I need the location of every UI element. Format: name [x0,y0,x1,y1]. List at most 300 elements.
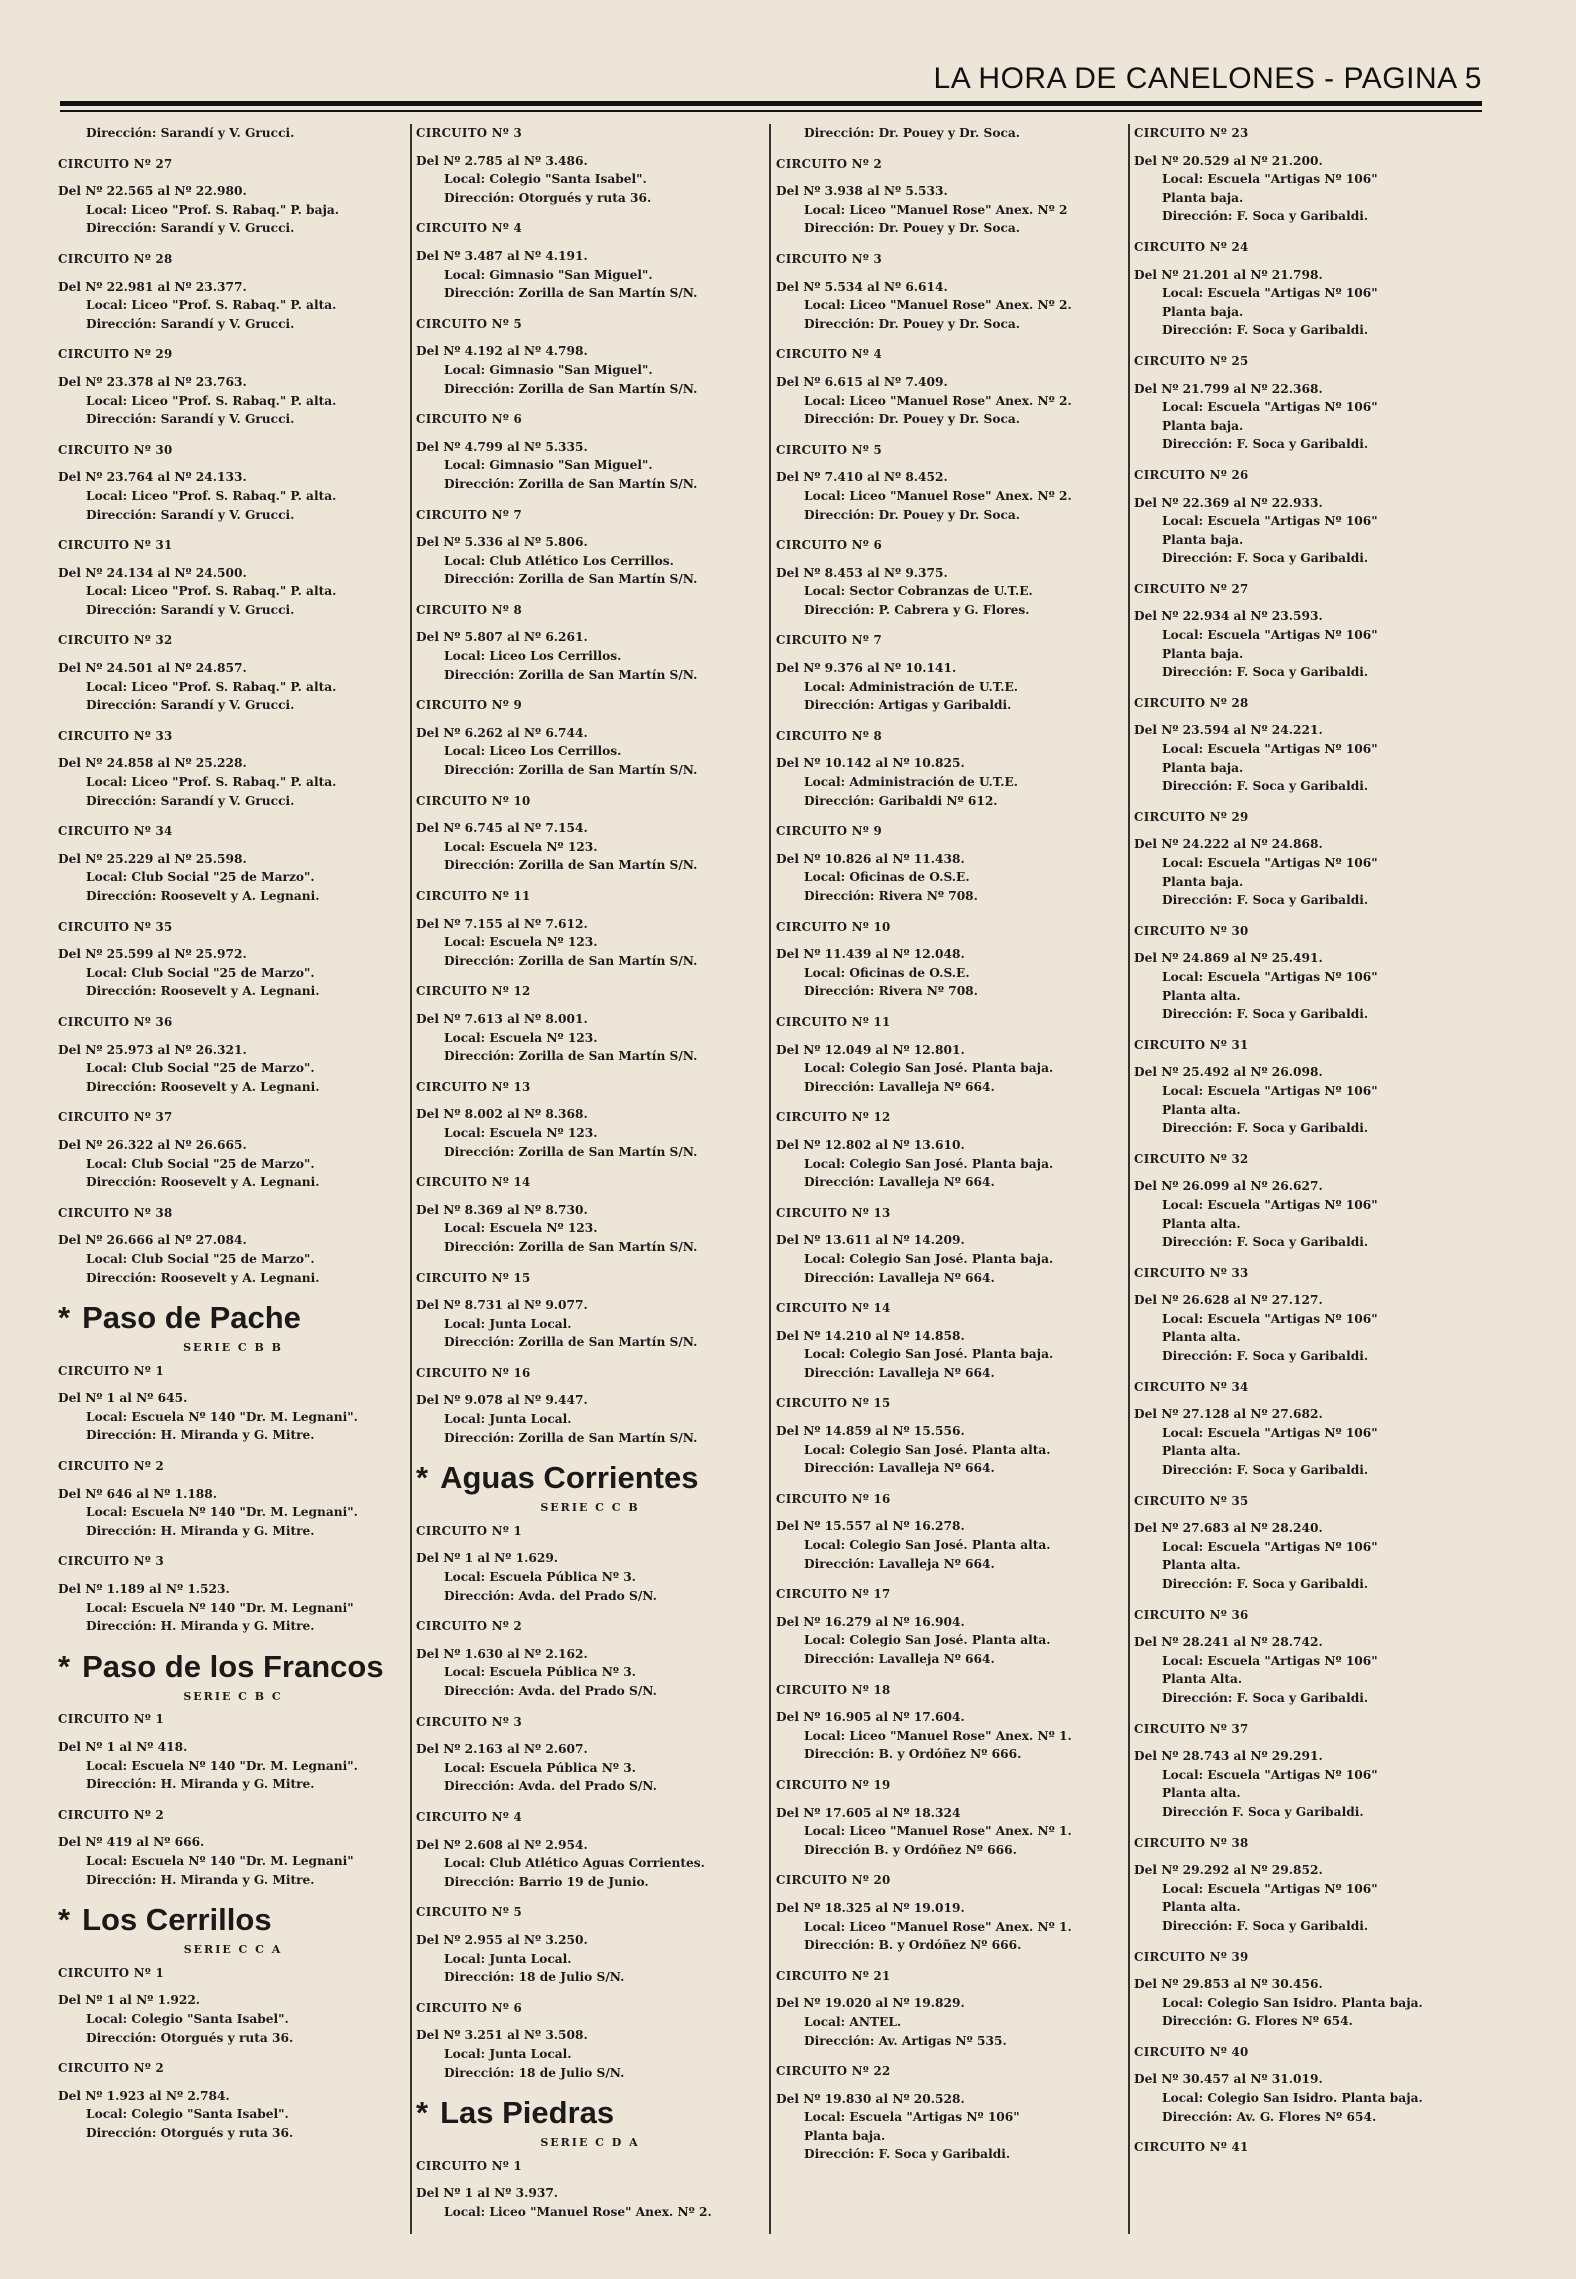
circuit-detail-line: Dirección: F. Soca y Garibaldi. [1162,323,1369,338]
circuit-detail-line: Local: Escuela Nº 123. [444,935,598,950]
circuit-detail-line: Dirección: F. Soca y Garibaldi. [1162,1121,1369,1136]
circuit-detail-line: Local: Colegio "Santa Isabel". [444,172,647,187]
circuit-number: CIRCUITO Nº 20 [776,1873,891,1888]
voter-range: Del Nº 1.189 al Nº 1.523. [58,1582,230,1597]
voter-range: Del Nº 10.142 al Nº 10.825. [776,756,965,771]
voter-range: Del Nº 25.229 al Nº 25.598. [58,851,247,866]
locality-section [58,1301,408,1358]
circuit-number: CIRCUITO Nº 1 [416,2158,522,2173]
circuit-detail-line: Planta baja. [1162,418,1244,433]
voter-range: Del Nº 18.325 al Nº 19.019. [776,1900,965,1915]
voter-range: Del Nº 21.201 al Nº 21.798. [1134,267,1323,282]
circuit-detail-line: Local: Escuela Nº 140 "Dr. M. Legnani" [86,1853,354,1868]
asterisk-marker: * [416,2095,429,2131]
circuit-detail-line: Local: Escuela "Artigas Nº 106" [1162,1197,1378,1212]
voter-range: Del Nº 1.630 al Nº 2.162. [416,1646,588,1661]
circuit-detail-line: Local: Colegio San José. Planta alta. [804,1538,1051,1553]
circuit-detail-line: Dirección: Zorilla de San Martín S/N. [444,381,698,396]
circuit-detail-line: Local: Escuela "Artigas Nº 106" [1162,1083,1378,1098]
circuit-entry [416,1808,764,1891]
circuit-number: CIRCUITO Nº 35 [58,919,173,934]
circuit-detail-line: Dirección: Zorilla de San Martín S/N. [444,858,698,873]
circuit-detail-line: Local: Liceo "Prof. S. Rabaq." P. alta. [86,488,337,503]
circuit-detail-line: Dirección: Barrio 19 de Junio. [444,1874,649,1889]
circuit-entry [776,1394,1128,1477]
circuit-detail-line: Dirección: Avda. del Prado S/N. [444,1779,657,1794]
circuit-detail-line: Dirección: 18 de Julio S/N. [444,2065,625,2080]
circuit-entry [776,250,1128,333]
circuit-entry [416,410,764,493]
circuit-detail-line: Planta baja. [1162,874,1244,889]
voter-range: Del Nº 21.799 al Nº 22.368. [1134,381,1323,396]
locality-name: Los Cerrillos [82,1902,272,1938]
circuit-detail-line: Dirección: B. y Ordóñez Nº 666. [804,1938,1022,1953]
voter-range: Del Nº 4.799 al Nº 5.335. [416,439,588,454]
circuit-detail-line: Dirección: Dr. Pouey y Dr. Soca. [804,507,1021,522]
voter-range: Del Nº 22.934 al Nº 23.593. [1134,609,1323,624]
circuit-detail-line: Dirección: H. Miranda y G. Mitre. [86,1619,315,1634]
circuit-detail-line: Local: Liceo "Prof. S. Rabaq." P. alta. [86,584,337,599]
circuit-detail-line: Local: Escuela "Artigas Nº 106" [1162,856,1378,870]
asterisk-marker: * [58,1300,71,1336]
circuit-number: CIRCUITO Nº 2 [776,156,882,171]
circuit-detail-line: Local: Liceo "Manuel Rose" Anex. Nº 2. [804,488,1072,503]
voter-range: Del Nº 12.049 al Nº 12.801. [776,1042,965,1057]
circuit-detail-line: Dirección: F. Soca y Garibaldi. [1162,665,1369,680]
voter-range: Del Nº 19.830 al Nº 20.528. [776,2091,965,2106]
circuit-detail-line: Dirección: Dr. Pouey y Dr. Soca. [804,221,1021,236]
locality-section [58,1650,408,1707]
circuit-number: CIRCUITO Nº 17 [776,1587,891,1602]
voter-range: Del Nº 3.938 al Nº 5.533. [776,184,948,199]
circuit-entry [416,792,764,875]
circuit-number: CIRCUITO Nº 27 [58,156,173,171]
circuit-detail-line: Dirección: Zorilla de San Martín S/N. [444,1335,698,1350]
circuit-number: CIRCUITO Nº 7 [416,507,522,522]
voter-range: Del Nº 1 al Nº 1.629. [416,1551,559,1566]
page-header-title: LA HORA DE CANELONES - PAGINA 5 [933,62,1482,95]
circuit-number: CIRCUITO Nº 31 [58,538,173,553]
circuit-detail-line: Local: Escuela "Artigas Nº 106" [1162,969,1378,984]
circuit-detail-line: Dirección: Rivera Nº 708. [804,889,978,903]
circuit-detail-line: Dirección: Lavalleja Nº 664. [804,1079,995,1094]
voter-range: Del Nº 22.565 al Nº 22.980. [58,184,247,199]
circuit-detail-line: Dirección: Sarandí y V. Grucci. [86,221,295,236]
circuit-detail-line: Local: Club Social "25 de Marzo". [86,965,315,980]
circuit-entry [58,1204,408,1287]
circuit-detail-line: Dirección: Zorilla de San Martín S/N. [444,1430,698,1445]
circuit-detail-line: Local: Liceo "Manuel Rose" Anex. Nº 1. [804,1919,1072,1934]
voter-range: Del Nº 23.378 al Nº 23.763. [58,374,247,389]
circuit-number: CIRCUITO Nº 32 [58,633,173,648]
serie-label: SERIE C D A [540,2136,640,2150]
circuit-detail-line: Dirección: F. Soca y Garibaldi. [1162,1918,1369,1933]
circuit-entry [58,631,408,714]
circuit-entry [1134,124,1479,226]
circuit-detail-line: Local: Liceo "Manuel Rose" Anex. Nº 2. [444,2204,712,2219]
voter-range: Del Nº 2.608 al Nº 2.954. [416,1837,588,1852]
circuit-number: CIRCUITO Nº 30 [58,442,173,457]
asterisk-marker: * [58,1902,71,1938]
circuit-detail-line: Dirección: B. y Ordóñez Nº 666. [804,1747,1022,1762]
circuit-detail-line: Local: Escuela "Artigas Nº 106" [1162,1653,1378,1668]
circuit-entry [416,124,764,207]
circuit-entry [416,1713,764,1796]
circuit-detail-line: Dirección: Avda. del Prado S/N. [444,1684,657,1698]
circuit-detail-line: Dirección: Otorgués y ruta 36. [86,2125,294,2140]
circuit-detail-line: Local: Administración de U.T.E. [804,775,1019,790]
voter-range: Del Nº 23.764 al Nº 24.133. [58,470,247,485]
circuit-number: CIRCUITO Nº 6 [416,2000,522,2015]
circuit-detail-line: Local: Liceo Los Cerrillos. [444,744,622,759]
voter-range: Del Nº 14.859 al Nº 15.556. [776,1424,965,1439]
circuit-number: CIRCUITO Nº 25 [1134,353,1249,368]
circuit-detail-line: Planta baja. [1162,532,1244,547]
circuit-detail-line: Local: Escuela "Artigas Nº 106" [1162,286,1378,301]
circuit-number: CIRCUITO Nº 11 [776,1014,891,1029]
locality-heading [58,1650,408,1684]
circuit-detail-line: Dirección: Av. G. Flores Nº 654. [1162,2109,1377,2124]
circuit-number: CIRCUITO Nº 34 [1134,1379,1249,1394]
circuit-entry [776,345,1128,428]
circuit-detail-line: Planta alta. [1162,1786,1241,1801]
column-divider [1128,124,1130,2234]
circuit-entry [416,887,764,970]
circuit-detail-line: Dirección: Lavalleja Nº 664. [804,1270,995,1285]
circuit-detail-line: Dirección: F. Soca y Garibaldi. [1162,779,1369,794]
circuit-detail-line: Dirección: Dr. Pouey y Dr. Soca. [804,412,1021,427]
circuit-number: CIRCUITO Nº 3 [58,1554,164,1569]
circuit-detail-line: Dirección: F. Soca y Garibaldi. [1162,1235,1369,1250]
voter-range: Del Nº 16.279 al Nº 16.904. [776,1614,965,1629]
circuit-detail-line: Local: Gimnasio "San Miguel". [444,362,653,377]
circuit-number: CIRCUITO Nº 40 [1134,2044,1249,2059]
locality-name: Aguas Corrientes [440,1460,699,1496]
voter-range: Del Nº 17.605 al Nº 18.324 [776,1805,961,1820]
circuit-number: CIRCUITO Nº 13 [776,1205,891,1220]
circuit-detail-line: Local: Liceo "Prof. S. Rabaq." P. baja. [86,202,340,217]
circuit-number: CIRCUITO Nº 23 [1134,126,1249,140]
circuit-number: CIRCUITO Nº 9 [776,824,882,839]
circuit-detail-line: Dirección: H. Miranda y G. Mitre. [86,1777,315,1792]
circuit-detail-line: Planta alta. [1162,1900,1241,1915]
circuit-entry [776,1013,1128,1096]
header-rule-thin [60,110,1482,112]
circuit-number: CIRCUITO Nº 2 [58,1459,164,1474]
circuit-entry [1134,238,1479,340]
circuit-entry [58,1806,408,1889]
circuit-number: CIRCUITO Nº 24 [1134,239,1249,254]
circuit-entry [776,155,1128,238]
voter-range: Del Nº 1 al Nº 645. [58,1391,188,1406]
voter-range: Del Nº 29.292 al Nº 29.852. [1134,1863,1323,1878]
circuit-detail-line: Dirección: Sarandí y V. Grucci. [86,602,295,617]
serie-label: SERIE C C A [183,1943,283,1957]
circuit-detail-line: Dirección: Lavalleja Nº 664. [804,1175,995,1190]
circuit-entry [58,1964,408,2047]
circuit-detail-line: Local: Escuela Nº 123. [444,1221,598,1236]
locality-section [416,2096,764,2153]
circuit-number: CIRCUITO Nº 1 [416,1523,522,1538]
circuit-detail-line: Dirección: Lavalleja Nº 664. [804,1556,995,1571]
voter-range: Del Nº 14.210 al Nº 14.858. [776,1328,965,1343]
circuit-entry [58,1013,408,1096]
circuit-entry [58,155,408,238]
circuit-detail-line: Dirección: 18 de Julio S/N. [444,1970,625,1985]
circuit-detail-line: Dirección: F. Soca y Garibaldi. [1162,437,1369,452]
voter-range: Del Nº 8.369 al Nº 8.730. [416,1202,588,1217]
circuit-detail-line: Local: Liceo "Manuel Rose" Anex. Nº 1. [804,1824,1072,1839]
circuit-entry [776,1681,1128,1764]
circuit-detail-line: Dirección: Dr. Pouey y Dr. Soca. [804,316,1021,331]
circuit-entry [776,822,1128,905]
voter-range: Del Nº 10.826 al Nº 11.438. [776,851,965,866]
voter-range: Del Nº 25.599 al Nº 25.972. [58,947,247,962]
voter-range: Del Nº 24.858 al Nº 25.228. [58,756,247,771]
circuit-detail-line: Local: Liceo "Prof. S. Rabaq." P. alta. [86,679,337,694]
circuit-number: CIRCUITO Nº 31 [1134,1037,1249,1052]
circuit-number: CIRCUITO Nº 39 [1134,1949,1249,1964]
voter-range: Del Nº 7.613 al Nº 8.001. [416,1011,588,1026]
voter-range: Del Nº 7.410 al Nº 8.452. [776,470,948,485]
circuit-number: CIRCUITO Nº 37 [58,1110,173,1125]
column-divider [769,124,771,2234]
circuit-number: CIRCUITO Nº 19 [776,1777,891,1792]
circuit-detail-line: Dirección: Lavalleja Nº 664. [804,1461,995,1476]
circuit-detail-line: Local: Escuela Pública Nº 3. [444,1570,636,1585]
circuit-number: CIRCUITO Nº 1 [58,1965,164,1980]
circuit-entry [58,536,408,619]
circuit-entry [58,1457,408,1540]
circuit-detail-line: Planta baja. [1162,304,1244,319]
circuit-detail-line: Dirección: Rivera Nº 708. [804,984,978,999]
voter-range: Del Nº 13.611 al Nº 14.209. [776,1233,965,1248]
circuit-detail-line: Dirección: F. Soca y Garibaldi. [1162,1007,1369,1022]
voter-range: Del Nº 16.905 al Nº 17.604. [776,1710,965,1725]
circuit-detail-line: Local: Escuela "Artigas Nº 106" [1162,628,1378,643]
circuit-entry [776,536,1128,619]
voter-range: Del Nº 25.492 al Nº 26.098. [1134,1065,1323,1080]
circuit-detail-line: Local: Junta Local. [444,1412,572,1427]
voter-range: Del Nº 22.981 al Nº 23.377. [58,279,247,294]
voter-range: Del Nº 24.869 al Nº 25.491. [1134,951,1323,966]
circuit-entry [776,727,1128,810]
voter-range: Del Nº 3.487 al Nº 4.191. [416,248,588,263]
circuit-detail-line: Local: Club Social "25 de Marzo". [86,1156,315,1171]
circuit-number: CIRCUITO Nº 14 [776,1301,891,1316]
voter-range: Del Nº 419 al Nº 666. [58,1835,205,1850]
circuit-detail-line: Local: Colegio San Isidro. Planta baja. [1162,1995,1423,2010]
circuit-entry [1134,1150,1479,1252]
circuit-detail-line: Local: Colegio San José. Planta alta. [804,1633,1051,1648]
circuit-entry [776,1490,1128,1573]
circuit-detail-line: Local: Liceo "Prof. S. Rabaq." P. alta. [86,775,337,790]
voter-range: Del Nº 7.155 al Nº 7.612. [416,916,588,931]
circuit-detail-line: Local: Liceo Los Cerrillos. [444,649,622,664]
circuit-detail-line: Planta baja. [1162,760,1244,775]
circuit-entry [776,1871,1128,1954]
circuit-detail-line: Local: Club Social "25 de Marzo". [86,870,315,885]
circuit-number: CIRCUITO Nº 16 [416,1365,531,1380]
circuit-detail-line: Local: Escuela Nº 123. [444,1125,598,1140]
locality-heading [416,1461,764,1495]
circuit-entry [416,696,764,779]
circuit-number: CIRCUITO Nº 33 [1134,1265,1249,1280]
circuit-number: CIRCUITO Nº 38 [58,1205,173,1220]
circuit-detail-line: Planta baja. [1162,190,1244,205]
circuit-number: CIRCUITO Nº 8 [416,602,522,617]
circuit-number: CIRCUITO Nº 12 [416,984,531,999]
voter-range: Del Nº 29.853 al Nº 30.456. [1134,1977,1323,1992]
circuit-detail-line: Dirección: Roosevelt y A. Legnani. [86,889,320,903]
circuit-detail-line: Dirección: Zorilla de San Martín S/N. [444,953,698,968]
circuit-detail-line: Dirección: F. Soca y Garibaldi. [804,2147,1011,2162]
circuit-detail-line: Local: Escuela Pública Nº 3. [444,1760,636,1775]
column-2 [416,124,764,2244]
circuit-detail-line: Planta alta. [1162,1330,1241,1345]
circuit-detail-line: Dirección: Sarandí y V. Grucci. [86,698,295,713]
circuit-number: CIRCUITO Nº 13 [416,1079,531,1094]
circuit-detail-line: Dirección: Garibaldi Nº 612. [804,793,998,808]
circuit-detail-line: Local: Colegio San José. Planta baja. [804,1347,1054,1362]
voter-range: Del Nº 6.745 al Nº 7.154. [416,821,588,836]
circuit-detail-line: Local: Liceo "Manuel Rose" Anex. Nº 1. [804,1728,1072,1743]
circuit-detail-line: Dirección: Zorilla de San Martín S/N. [444,667,698,682]
circuit-detail-line: Local: Junta Local. [444,1316,572,1331]
circuit-entry [1134,1264,1479,1366]
circuit-detail-line: Planta alta. [1162,988,1241,1003]
voter-range: Del Nº 1 al Nº 3.937. [416,2186,559,2201]
circuit-number: CIRCUITO Nº 41 [1134,2140,1249,2155]
voter-range: Del Nº 2.955 al Nº 3.250. [416,1932,588,1947]
circuit-number: CIRCUITO Nº 34 [58,824,173,839]
circuit-detail-line: Local: Colegio San José. Planta alta. [804,1442,1051,1457]
circuit-number: CIRCUITO Nº 3 [776,251,882,266]
circuit-detail-line: Dirección: F. Soca y Garibaldi. [1162,893,1369,908]
circuit-detail-line: Local: Club Social "25 de Marzo". [86,1251,315,1266]
circuit-entry [416,315,764,398]
circuit-detail-line: Local: Liceo "Manuel Rose" Anex. Nº 2 [804,202,1068,217]
circuit-number: CIRCUITO Nº 5 [416,316,522,331]
circuit-detail-line: Local: Oficinas de O.S.E. [804,870,970,885]
circuit-number: CIRCUITO Nº 2 [58,2061,164,2076]
voter-range: Del Nº 24.134 al Nº 24.500. [58,565,247,580]
circuit-entry [1134,1948,1479,2031]
circuit-detail-line: Dirección: F. Soca y Garibaldi. [1162,1463,1369,1478]
circuit-number: CIRCUITO Nº 10 [776,919,891,934]
circuit-detail-line: Dirección B. y Ordóñez Nº 666. [804,1842,1017,1857]
voter-range: Del Nº 19.020 al Nº 19.829. [776,1996,965,2011]
circuit-entry [1134,2138,1479,2157]
voter-range: Del Nº 9.078 al Nº 9.447. [416,1393,588,1408]
circuit-detail-line: Local: Escuela "Artigas Nº 106" [804,2110,1020,2125]
circuit-entry [416,1999,764,2082]
circuit-detail-line: Dirección: Zorilla de San Martín S/N. [444,476,698,491]
circuit-entry [58,1362,408,1445]
circuit-detail-line: Local: Escuela "Artigas Nº 106" [1162,1425,1378,1440]
circuit-number: CIRCUITO Nº 35 [1134,1493,1249,1508]
voter-range: Del Nº 1 al Nº 1.922. [58,1993,201,2008]
voter-range: Del Nº 26.666 al Nº 27.084. [58,1233,247,1248]
circuit-number: CIRCUITO Nº 6 [416,412,522,427]
asterisk-marker: * [58,1648,71,1684]
circuit-detail-line: Dirección: G. Flores Nº 654. [1162,2014,1353,2029]
circuit-number: CIRCUITO Nº 4 [776,347,882,362]
circuit-entry [58,822,408,905]
continued-direccion: Dirección: Sarandí y V. Grucci. [86,126,295,140]
circuit-number: CIRCUITO Nº 38 [1134,1835,1249,1850]
circuit-entry [1134,1492,1479,1594]
circuit-detail-line: Dirección: Otorgués y ruta 36. [444,190,652,205]
circuit-entry [1134,1036,1479,1138]
circuit-entry [58,1552,408,1635]
circuit-detail-line: Local: Liceo "Prof. S. Rabaq." P. alta. [86,393,337,408]
circuit-entry [776,1585,1128,1668]
voter-range: Del Nº 4.192 al Nº 4.798. [416,344,588,359]
circuit-detail-line: Local: Escuela Nº 123. [444,1030,598,1045]
circuit-detail-line: Local: Gimnasio "San Miguel". [444,458,653,473]
voter-range: Del Nº 9.376 al Nº 10.141. [776,661,957,676]
circuit-entry [1134,466,1479,568]
circuit-detail-line: Dirección: Roosevelt y A. Legnani. [86,1079,320,1094]
circuit-detail-line: Planta Alta. [1162,1672,1243,1687]
circuit-entry [416,1364,764,1447]
voter-range: Del Nº 26.628 al Nº 27.127. [1134,1293,1323,1308]
circuit-detail-line: Local: Gimnasio "San Miguel". [444,267,653,282]
serie-label: SERIE C B B [183,1341,283,1355]
circuit-entry [1134,580,1479,682]
circuit-entry [776,1204,1128,1287]
voter-range: Del Nº 12.802 al Nº 13.610. [776,1137,965,1152]
circuit-detail-line: Local: Escuela Nº 140 "Dr. M. Legnani" [86,1600,354,1615]
circuit-detail-line: Local: Colegio San José. Planta baja. [804,1156,1054,1171]
locality-name: Las Piedras [440,2095,615,2131]
circuit-detail-line: Planta baja. [1162,646,1244,661]
circuit-detail-line: Dirección: Av. Artigas Nº 535. [804,2033,1007,2048]
voter-range: Del Nº 6.615 al Nº 7.409. [776,374,948,389]
circuit-number: CIRCUITO Nº 4 [416,221,522,236]
circuit-detail-line: Dirección: F. Soca y Garibaldi. [1162,209,1369,224]
circuit-entry [58,345,408,428]
circuit-number: CIRCUITO Nº 5 [776,442,882,457]
circuit-number: CIRCUITO Nº 15 [776,1396,891,1411]
circuit-detail-line: Dirección: F. Soca y Garibaldi. [1162,1690,1369,1705]
voter-range: Del Nº 27.128 al Nº 27.682. [1134,1407,1323,1422]
circuit-entry [776,1299,1128,1382]
circuit-entry [1134,1720,1479,1822]
circuit-detail-line: Local: Escuela "Artigas Nº 106" [1162,172,1378,187]
column-3 [776,124,1128,2244]
circuit-number: CIRCUITO Nº 14 [416,1175,531,1190]
circuit-entry [58,727,408,810]
circuit-detail-line: Local: Escuela Pública Nº 3. [444,1665,636,1680]
voter-range: Del Nº 25.973 al Nº 26.321. [58,1042,247,1057]
circuit-entry [1134,2043,1479,2126]
circuit-detail-line: Local: ANTEL. [804,2014,902,2029]
voter-range: Del Nº 8.731 al Nº 9.077. [416,1298,588,1313]
circuit-number: CIRCUITO Nº 26 [1134,467,1249,482]
circuit-number: CIRCUITO Nº 28 [58,251,173,266]
circuit-detail-line: Local: Escuela Nº 140 "Dr. M. Legnani". [86,1505,358,1520]
circuit-detail-line: Dirección: Zorilla de San Martín S/N. [444,1049,698,1064]
circuit-detail-line: Dirección: Zorilla de San Martín S/N. [444,763,698,778]
circuit-entry [776,1967,1128,2050]
circuit-detail-line: Dirección: Avda. del Prado S/N. [444,1588,657,1603]
voter-range: Del Nº 26.322 al Nº 26.665. [58,1137,247,1152]
voter-range: Del Nº 15.557 al Nº 16.278. [776,1519,965,1534]
voter-range: Del Nº 1.923 al Nº 2.784. [58,2088,230,2103]
circuit-entry [58,1710,408,1793]
